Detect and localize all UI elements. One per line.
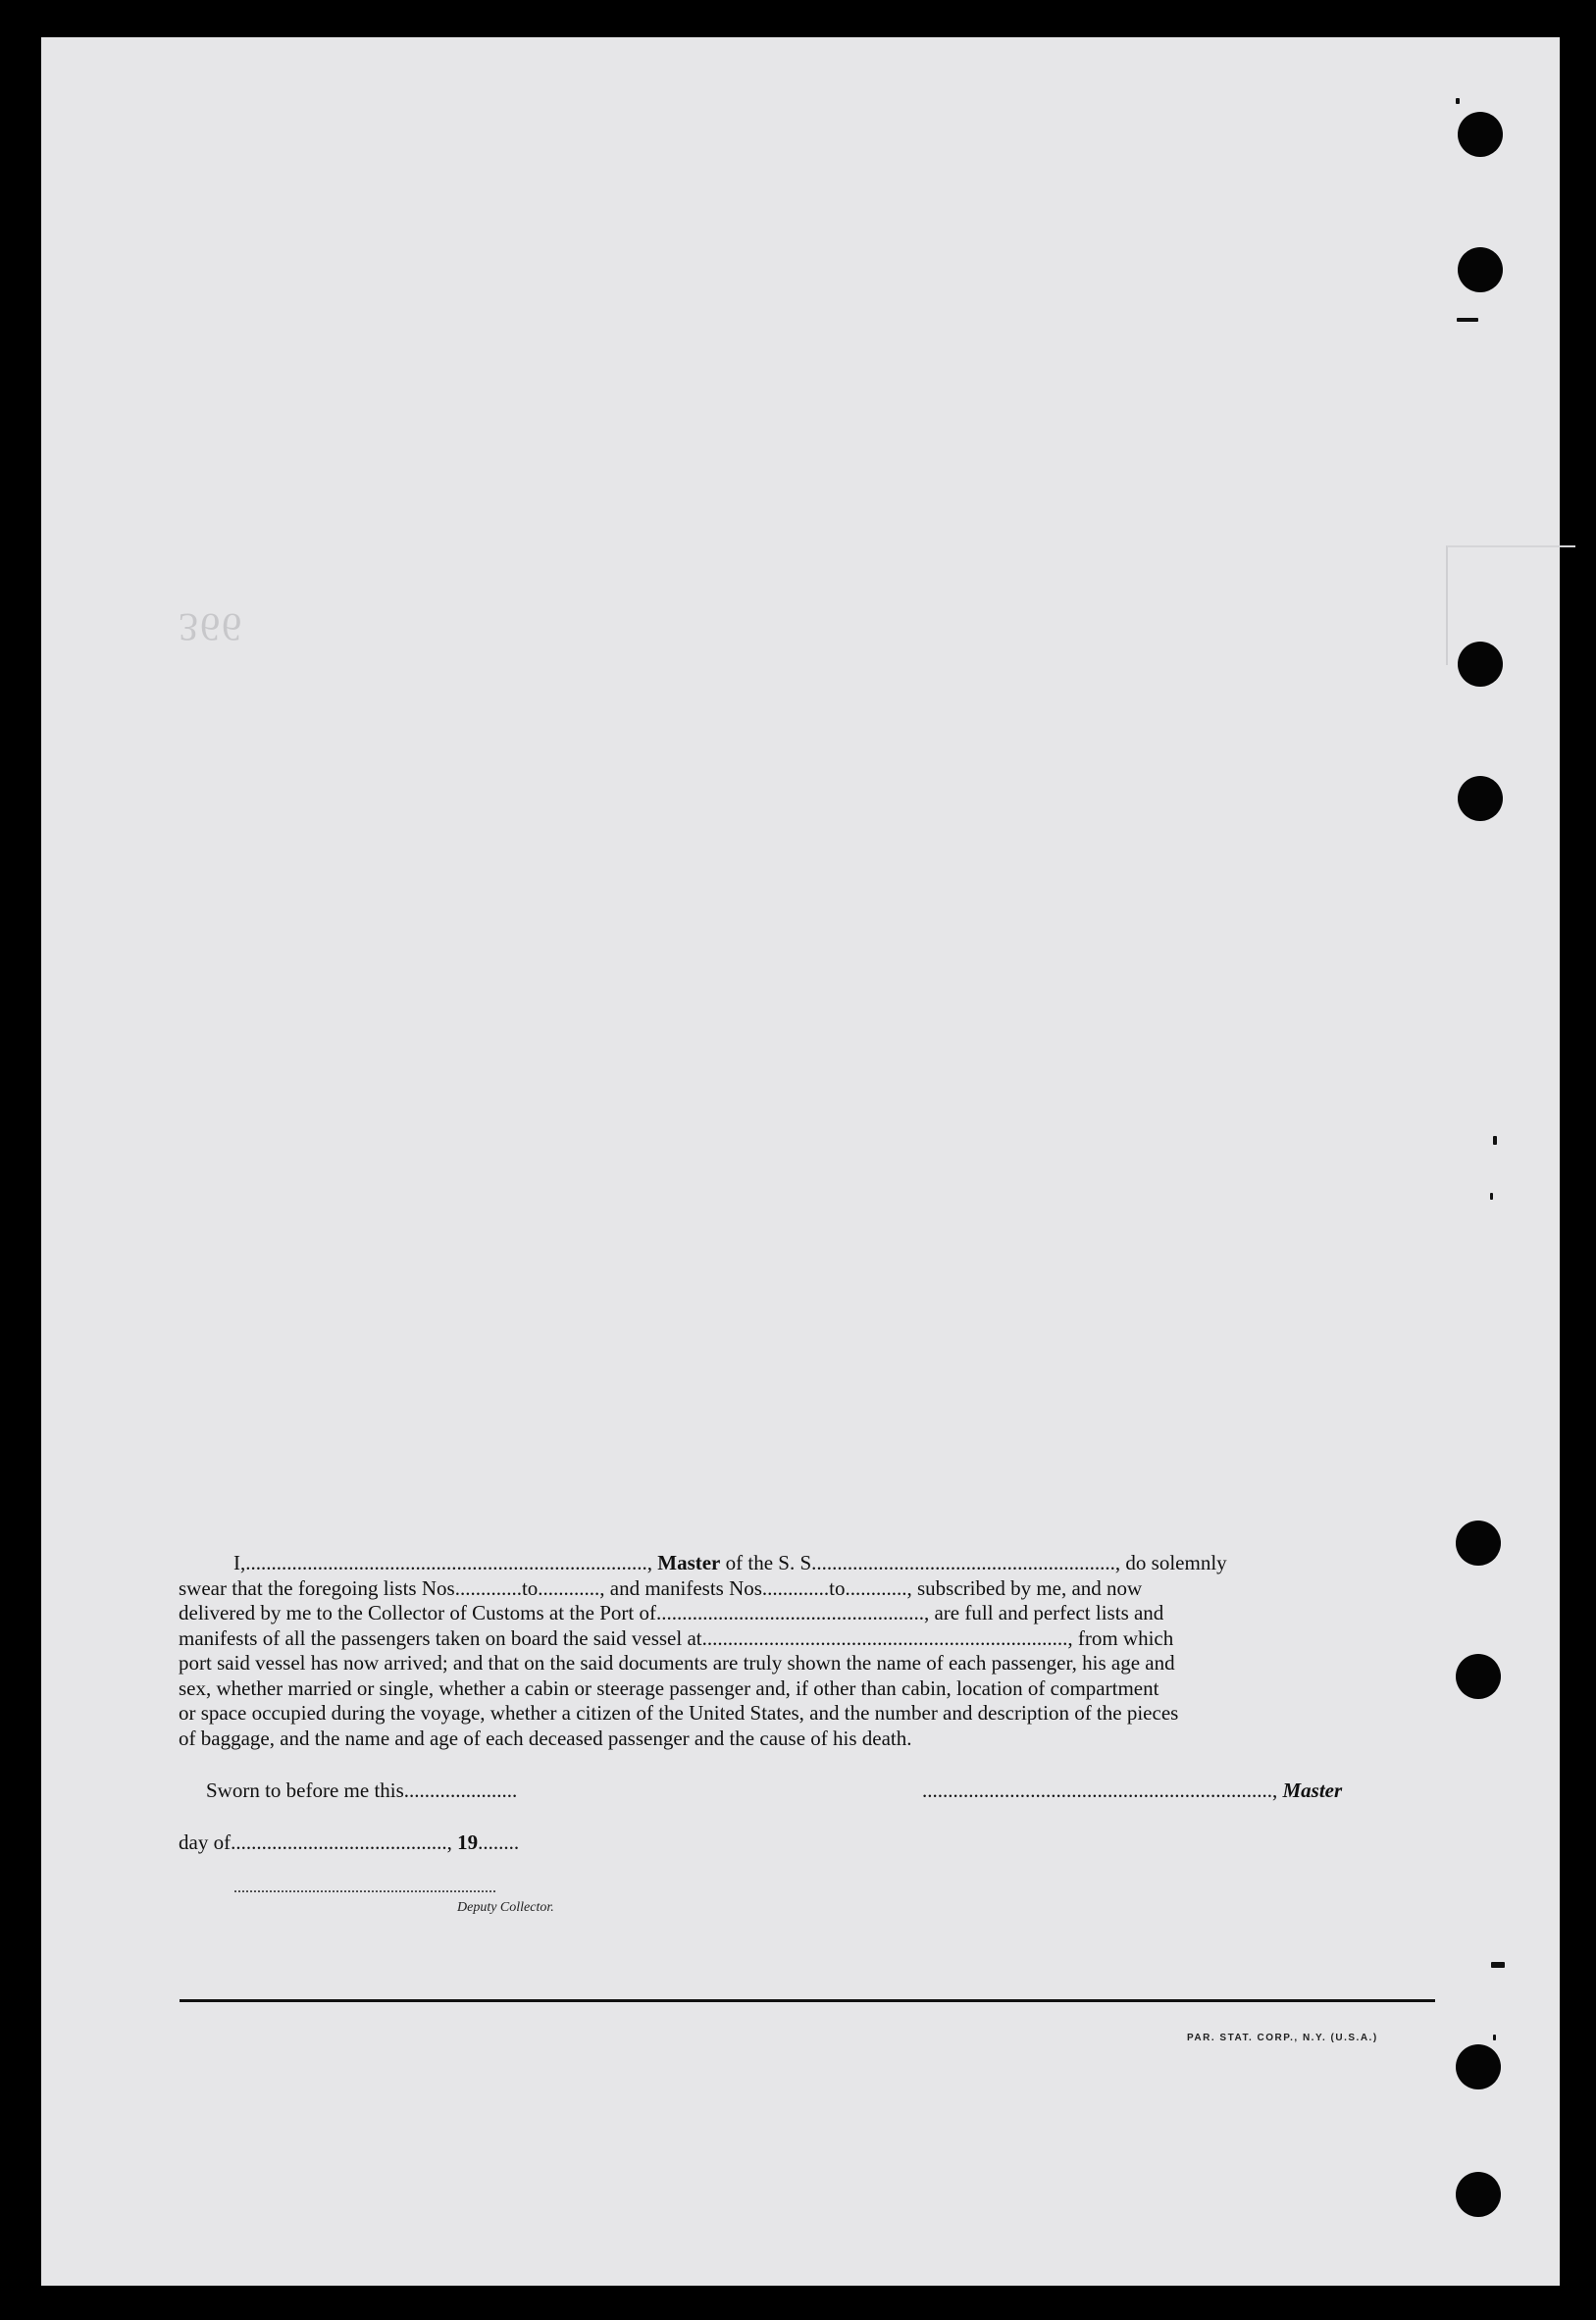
master-signature-line: [922, 1779, 1342, 1803]
vessel-name-blank: ..........................................................: [816, 1551, 1115, 1574]
oath-line-6: sex, whether married or single, whether a cabin or steerage passenger and, if other than cabin, location of compartment: [179, 1676, 1159, 1700]
oath-line-1: [179, 1551, 1437, 1576]
ink-speck: [1457, 318, 1478, 322]
oath-text: ,: [646, 1551, 658, 1574]
punch-hole-icon: [1458, 112, 1503, 157]
ink-speck: [1456, 98, 1460, 104]
oath-text: I,: [233, 1551, 246, 1574]
manifest-page: [41, 37, 1560, 2286]
ink-speck: [1490, 1193, 1493, 1200]
punch-hole-icon: [1458, 776, 1503, 821]
sworn-before-line: Sworn to before me this......................: [206, 1779, 518, 1802]
bleed-through-number: 366: [179, 605, 243, 649]
day-of-line: [179, 1830, 519, 1855]
oath-line-5: port said vessel has now arrived; and that on the said documents are truly shown the name of each passenger, his age and: [179, 1651, 1175, 1675]
punch-hole-icon: [1456, 2044, 1501, 2089]
oath-line-3: delivered by me to the Collector of Customs at the Port of...................................................., are full and perfect lists and: [179, 1601, 1164, 1624]
master-oath-paragraph: [179, 1551, 1437, 1751]
master-signature-label: Master: [1282, 1779, 1343, 1802]
oath-line-8: of baggage, and the name and age of each deceased passenger and the cause of his death.: [179, 1726, 912, 1750]
oath-text: of the S. S.: [720, 1551, 817, 1574]
ink-speck: [1493, 2035, 1496, 2040]
printer-imprint: PAR. STAT. CORP., N.Y. (U.S.A.): [1187, 2033, 1378, 2043]
signature-blank: ....................................................................,: [922, 1779, 1283, 1802]
oath-line-7: or space occupied during the voyage, whether a citizen of the United States, and the number and description of the pieces: [179, 1701, 1179, 1725]
master-name-blank: ..............................................................................: [245, 1551, 647, 1574]
bottom-rule: [180, 1999, 1435, 2002]
ink-speck: [1491, 1962, 1505, 1968]
punch-hole-icon: [1456, 1521, 1501, 1566]
year-prefix: 19: [457, 1830, 479, 1854]
master-label: Master: [657, 1551, 721, 1574]
punch-hole-icon: [1456, 2172, 1501, 2217]
oath-text: , do solemnly: [1114, 1551, 1227, 1574]
deputy-collector-label: Deputy Collector.: [457, 1900, 554, 1915]
deputy-signature-blank: ...................................................................: [233, 1880, 496, 1896]
oath-line-2: swear that the foregoing lists Nos.............to............, and manifests Nos.............to............, subscribed by me, and now: [179, 1575, 1143, 1600]
punch-hole-icon: [1458, 642, 1503, 687]
punch-hole-icon: [1458, 247, 1503, 292]
oath-line-4: manifests of all the passengers taken on board the said vessel at......................................................................., from which: [179, 1625, 1174, 1650]
punch-hole-icon: [1456, 1654, 1501, 1699]
day-blank: day of..........................................,: [179, 1830, 458, 1854]
ink-speck: [1493, 1136, 1497, 1145]
year-blank: ........: [478, 1830, 520, 1854]
